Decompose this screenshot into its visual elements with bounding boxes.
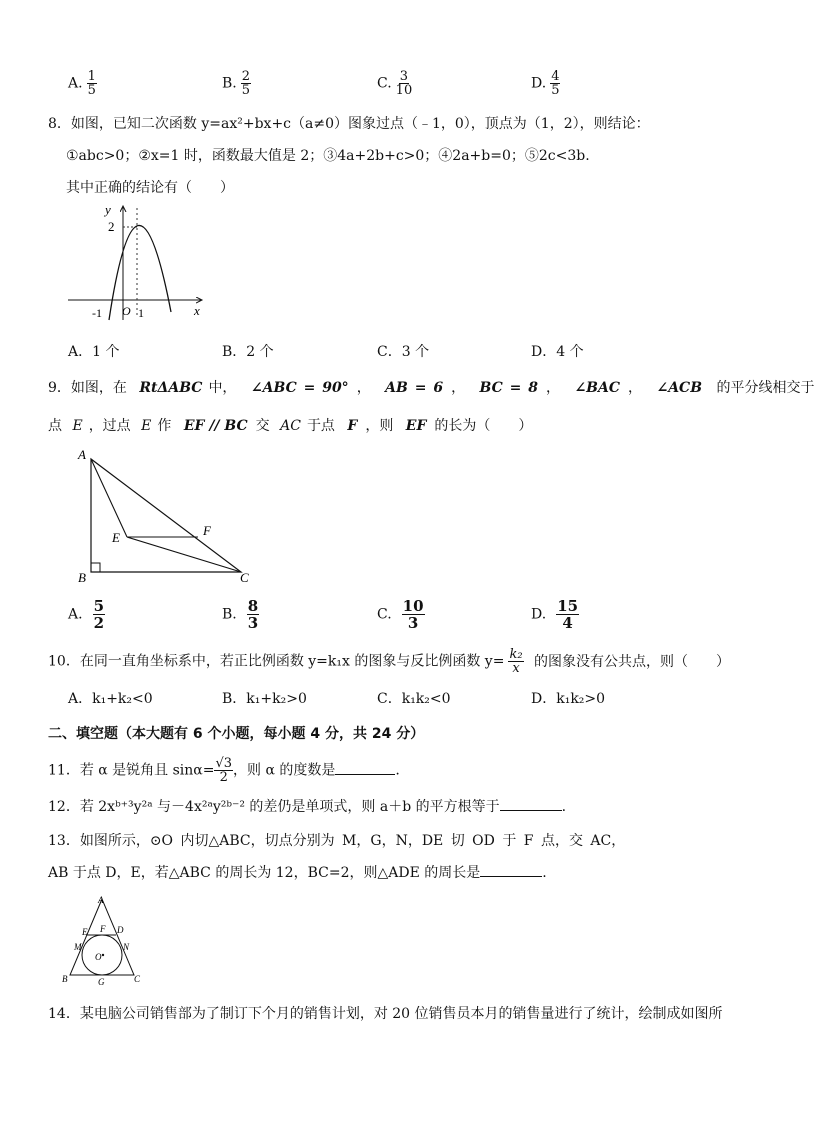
- bisector-ce: [127, 537, 241, 572]
- label-o: O: [95, 952, 102, 962]
- x-axis-label: x: [194, 303, 200, 318]
- q8-conclusions: ①abc>0；②x=1 时，函数最大值是 2；③4a+2b+c>0；④2a+b=0；⑤2c<3b.: [66, 148, 590, 164]
- tick-neg1: -1: [92, 306, 102, 320]
- origin-label: O: [122, 304, 131, 318]
- q11-answer-blank[interactable]: [335, 774, 395, 775]
- q7-option-c: C. $\frac{3}{10}$: [377, 69, 413, 98]
- q7-option-a: A. $\frac{1}{5}$: [68, 69, 96, 98]
- q13-incircle-figure: [60, 893, 145, 988]
- label-a: A: [78, 447, 86, 462]
- q7-option-d: D. $\frac{4}{5}$: [531, 69, 560, 98]
- center-point: [102, 954, 104, 956]
- q8-option-a: A．1 个: [68, 344, 120, 360]
- q10-stem: 10．在同一直角坐标系中，若正比例函数 y=k₁x 的图象与反比例函数 y= $\frac{\text{k₂}}{x}$ 的图象没有公共点，则（ ）: [48, 647, 730, 676]
- q7-option-b: B. $\frac{2}{5}$: [222, 69, 251, 98]
- tick-2: 2: [108, 219, 115, 234]
- label-b: B: [62, 974, 68, 984]
- label-c: C: [134, 974, 141, 984]
- q9-option-a: A. $\frac{5}{2}$: [68, 597, 104, 632]
- triangle-abc: [70, 899, 134, 975]
- q9-stem-line2: 点 E ，过点 E 作 EF // BC 交 AC 于点 F ，则 EF 的长为（ ）: [48, 418, 533, 434]
- q13-stem-line1: 13．如图所示，⊙O 内切△ABC，切点分别为 M，G，N，DE 切 OD 于 F 点，交 AC，: [48, 833, 626, 849]
- label-g: G: [98, 977, 105, 987]
- q10-option-d: D．k₁k₂>0: [531, 691, 606, 707]
- bisector-ae: [91, 459, 127, 537]
- label-b: B: [78, 570, 86, 585]
- q10-option-a: A．k₁+k₂<0: [68, 691, 153, 707]
- q8-stem: 8．如图，已知二次函数 y=ax²+bx+c（a≠0）图象过点（﹣1，0），顶点为（1，2），则结论：: [48, 116, 650, 132]
- q12-stem: 12．若 2xᵇ⁺³y²ᵃ 与－4x²ᵃy²ᵇ⁻² 的差仍是单项式，则 a＋b 的平方根等于 .: [48, 799, 567, 815]
- q8-option-c: C．3 个: [377, 344, 430, 360]
- q8-option-d: D．4 个: [531, 344, 584, 360]
- q12-answer-blank[interactable]: [500, 810, 562, 811]
- label-n: N: [123, 942, 130, 952]
- y-axis-label: y: [105, 202, 111, 217]
- q9-stem-line1: 9．如图，在 RtΔABC 中， ∠ABC = 90° ， AB = 6 ， BC = 8 ， ∠BAC ， ∠ACB 的平分线相交于: [48, 380, 815, 396]
- label-d: D: [117, 925, 124, 935]
- q11-stem: 11．若 α 是锐角且 sinα= $\frac{√3}{2}$ ，则 α 的度数是 .: [48, 756, 400, 785]
- q9-option-b: B. $\frac{8}{3}$: [222, 597, 259, 632]
- q10-option-b: B．k₁+k₂>0: [222, 691, 307, 707]
- label-f: F: [203, 523, 211, 538]
- q10-option-c: C．k₁k₂<0: [377, 691, 451, 707]
- q14-stem: 14．某电脑公司销售部为了制订下个月的销售计划，对 20 位销售员本月的销售量进行了统计，绘制成如图所: [48, 1006, 723, 1022]
- q13-answer-blank[interactable]: [480, 876, 542, 877]
- label-a: A: [98, 895, 104, 905]
- right-angle-mark: [91, 563, 100, 572]
- label-f: F: [100, 924, 106, 934]
- label-m: M: [74, 942, 82, 952]
- label-e: E: [82, 927, 88, 937]
- label-c: C: [240, 570, 249, 585]
- q13-stem-line2: AB 于点 D，E，若△ABC 的周长为 12，BC=2，则△ADE 的周长是 .: [48, 865, 547, 881]
- tick-1: 1: [138, 306, 144, 320]
- q8-question: 其中正确的结论有（ ）: [66, 180, 234, 196]
- q9-option-c: C. $\frac{10}{3}$: [377, 597, 424, 632]
- q8-parabola-graph: [60, 200, 210, 325]
- q9-triangle-figure: [70, 445, 260, 590]
- section-2-heading: 二、填空题（本大题有 6 个小题，每小题 4 分，共 24 分）: [48, 726, 425, 742]
- q8-option-b: B．2 个: [222, 344, 274, 360]
- q9-option-d: D. $\frac{15}{4}$: [531, 597, 579, 632]
- triangle-abc: [91, 459, 241, 572]
- label-e: E: [112, 530, 120, 545]
